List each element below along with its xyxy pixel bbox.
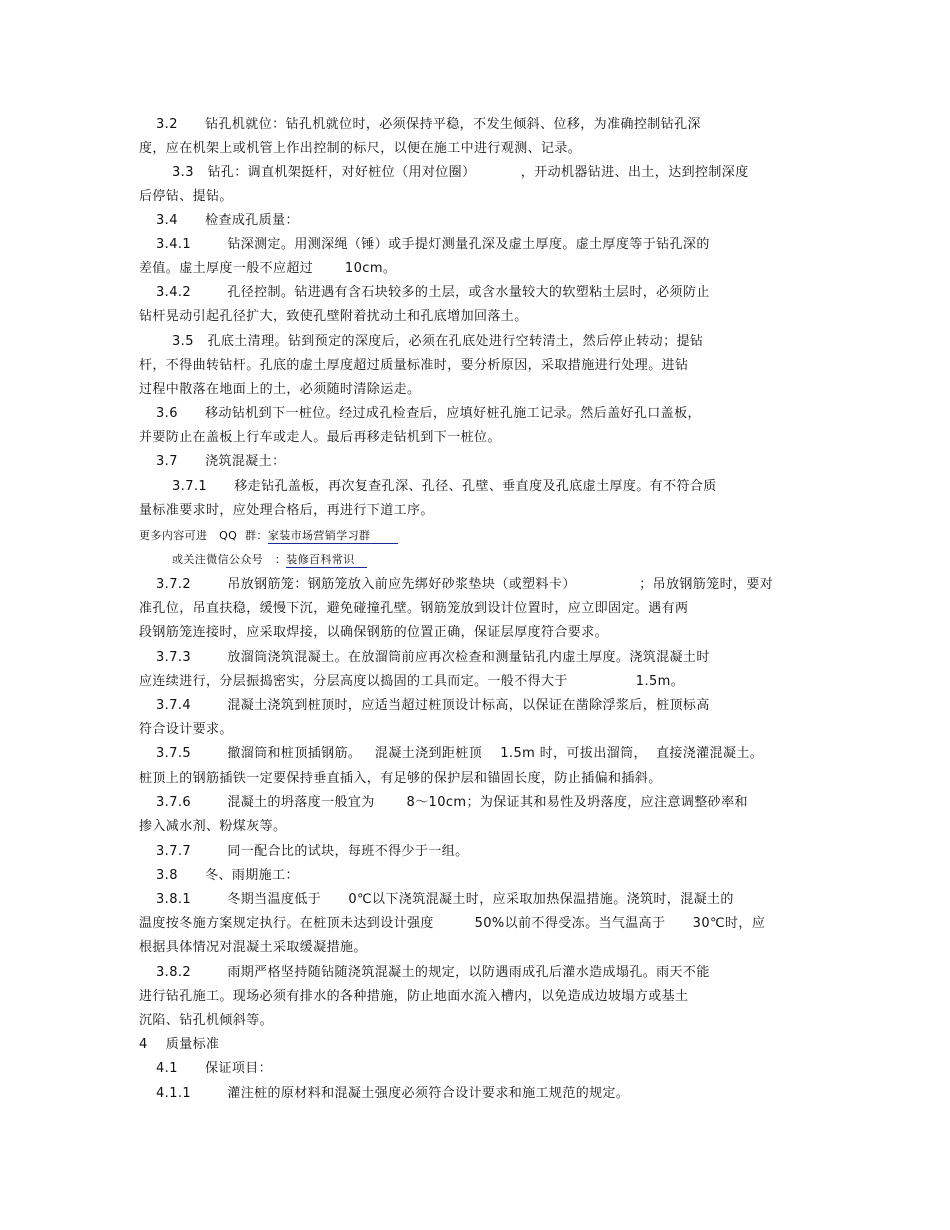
text-line: 符合设计要求。 — [139, 722, 233, 737]
wechat-account-link[interactable]: 装修百科常识 — [286, 553, 366, 568]
text-line: 3.4 检查成孔质量： — [156, 213, 299, 228]
text-line: 桩顶上的钢筋插铁一定要保持垂直插入，有足够的保护层和锚固长度，防止插偏和插斜。 — [139, 771, 662, 786]
text-line: 根据具体情况对混凝土采取缓凝措施。 — [139, 940, 367, 955]
text-line: 3.5 孔底土清理。钻到预定的深度后，必须在孔底处进行空转清土，然后停止转动；提钻 — [172, 334, 704, 349]
text-line: 沉陷、钻孔机倾斜等。 — [139, 1013, 274, 1028]
text-line: 度，应在机架上或机管上作出控制的标尺，以便在施工中进行观测、记录。 — [139, 141, 582, 156]
text-line: 应连续进行，分层振捣密实，分层高度以捣固的工具而定。一般不得大于 1.5m。 — [139, 674, 685, 689]
text-line: 钻杆晃动引起孔径扩大，致使孔壁附着扰动土和孔底增加回落土。 — [139, 309, 528, 324]
promo-qq-label: 更多内容可进 QQ 群： — [139, 529, 268, 542]
text-line: 3.7.5 撤溜筒和桩顶插钢筋。 混凝土浇到距桩顶 1.5m 时，可拔出溜筒， 直接浇灌混凝土。 — [156, 746, 764, 761]
text-line: 3.7.2 吊放钢筋笼：钢筋笼放入前应先绑好砂浆垫块（或塑料卡） ；吊放钢筋笼时，要对 — [156, 577, 774, 592]
text-line: 准孔位，吊直扶稳，缓慢下沉，避免碰撞孔壁。钢筋笼放到设计位置时，应立即固定。遇有两 — [139, 601, 689, 616]
text-line: 量标准要求时，应处理合格后，再进行下道工序。 — [139, 503, 434, 518]
text-line: 3.7.1 移走钻孔盖板，再次复查孔深、孔径、孔壁、垂直度及孔底虚土厚度。有不符合质 — [172, 479, 717, 494]
text-line: 段钢筋笼连接时，应采取焊接，以确保钢筋的位置正确，保证层厚度符合要求。 — [139, 625, 609, 640]
promo-wechat-label: 或关注微信公众号 ： — [172, 553, 287, 566]
text-line: 3.8.1 冬期当温度低于 0℃以下浇筑混凝土时，应采取加热保温措施。浇筑时，混凝土的 — [156, 892, 734, 907]
text-line: 4.1 保证项目： — [156, 1061, 273, 1076]
text-line: 杆，不得曲转钻杆。孔底的虚土厚度超过质量标准时，要分析原因，采取措施进行处理。进钻 — [139, 358, 689, 373]
text-line: 3.7.6 混凝土的坍落度一般宜为 8～10cm；为保证其和易性及坍落度，应注意调整砂率和 — [156, 795, 748, 810]
section-heading: 4 质量标准 — [139, 1037, 220, 1052]
text-line: 掺入减水剂、粉煤灰等。 — [139, 819, 287, 834]
text-line: 进行钻孔施工。现场必须有排水的各种措施，防止地面水流入槽内，以免造成边坡塌方或基土 — [139, 989, 689, 1004]
text-line: 3.7.3 放溜筒浇筑混凝土。在放溜筒前应再次检查和测量钻孔内虚土厚度。浇筑混凝土时 — [156, 650, 710, 665]
text-line: 3.2 钻孔机就位：钻孔机就位时，必须保持平稳，不发生倾斜、位移，为准确控制钻孔深 — [156, 117, 701, 132]
text-line: 3.4.2 孔径控制。钻进遇有含石块较多的土层，或含水量较大的软塑粘土层时，必须防止 — [156, 285, 710, 300]
promo-wechat-line — [172, 551, 367, 569]
text-line: 3.8 冬、雨期施工： — [156, 868, 299, 883]
text-line: 并要防止在盖板上行车或走人。最后再移走钻机到下一桩位。 — [139, 430, 501, 445]
text-line: 差值。虚土厚度一般不应超过 10cm。 — [139, 261, 397, 276]
text-line: 过程中散落在地面上的土，必须随时清除运走。 — [139, 382, 421, 397]
text-line: 温度按冬施方案规定执行。在桩顶未达到设计强度 50%以前不得受冻。当气温高于 30℃时，应 — [139, 916, 766, 931]
text-line: 3.4.1 钻深测定。用测深绳（锤）或手提灯测量孔深及虚土厚度。虚土厚度等于钻孔深的 — [156, 237, 710, 252]
text-line: 3.7.4 混凝土浇筑到桩顶时，应适当超过桩顶设计标高，以保证在凿除浮浆后，桩顶标高 — [156, 698, 710, 713]
text-line: 3.7.7 同一配合比的试块，每班不得少于一组。 — [156, 844, 469, 859]
qq-group-link[interactable]: 家装市场营销学习群 — [268, 529, 399, 544]
text-line: 后停钻、提钻。 — [139, 189, 233, 204]
text-line: 4.1.1 灌注桩的原材料和混凝土强度必须符合设计要求和施工规范的规定。 — [156, 1086, 630, 1101]
text-line: 3.6 移动钻机到下一桩位。经过成孔检查后，应填好桩孔施工记录。然后盖好孔口盖板， — [156, 406, 701, 421]
text-line: 3.7 浇筑混凝土： — [156, 454, 286, 469]
promo-qq-line — [139, 527, 398, 545]
text-line: 3.8.2 雨期严格坚持随钻随浇筑混凝土的规定，以防遇雨成孔后灌水造成塌孔。雨天不能 — [156, 965, 710, 980]
text-line: 3.3 钻孔：调直机架挺杆，对好桩位（用对位圈） ，开动机器钻进、出土，达到控制深度 — [172, 165, 749, 180]
